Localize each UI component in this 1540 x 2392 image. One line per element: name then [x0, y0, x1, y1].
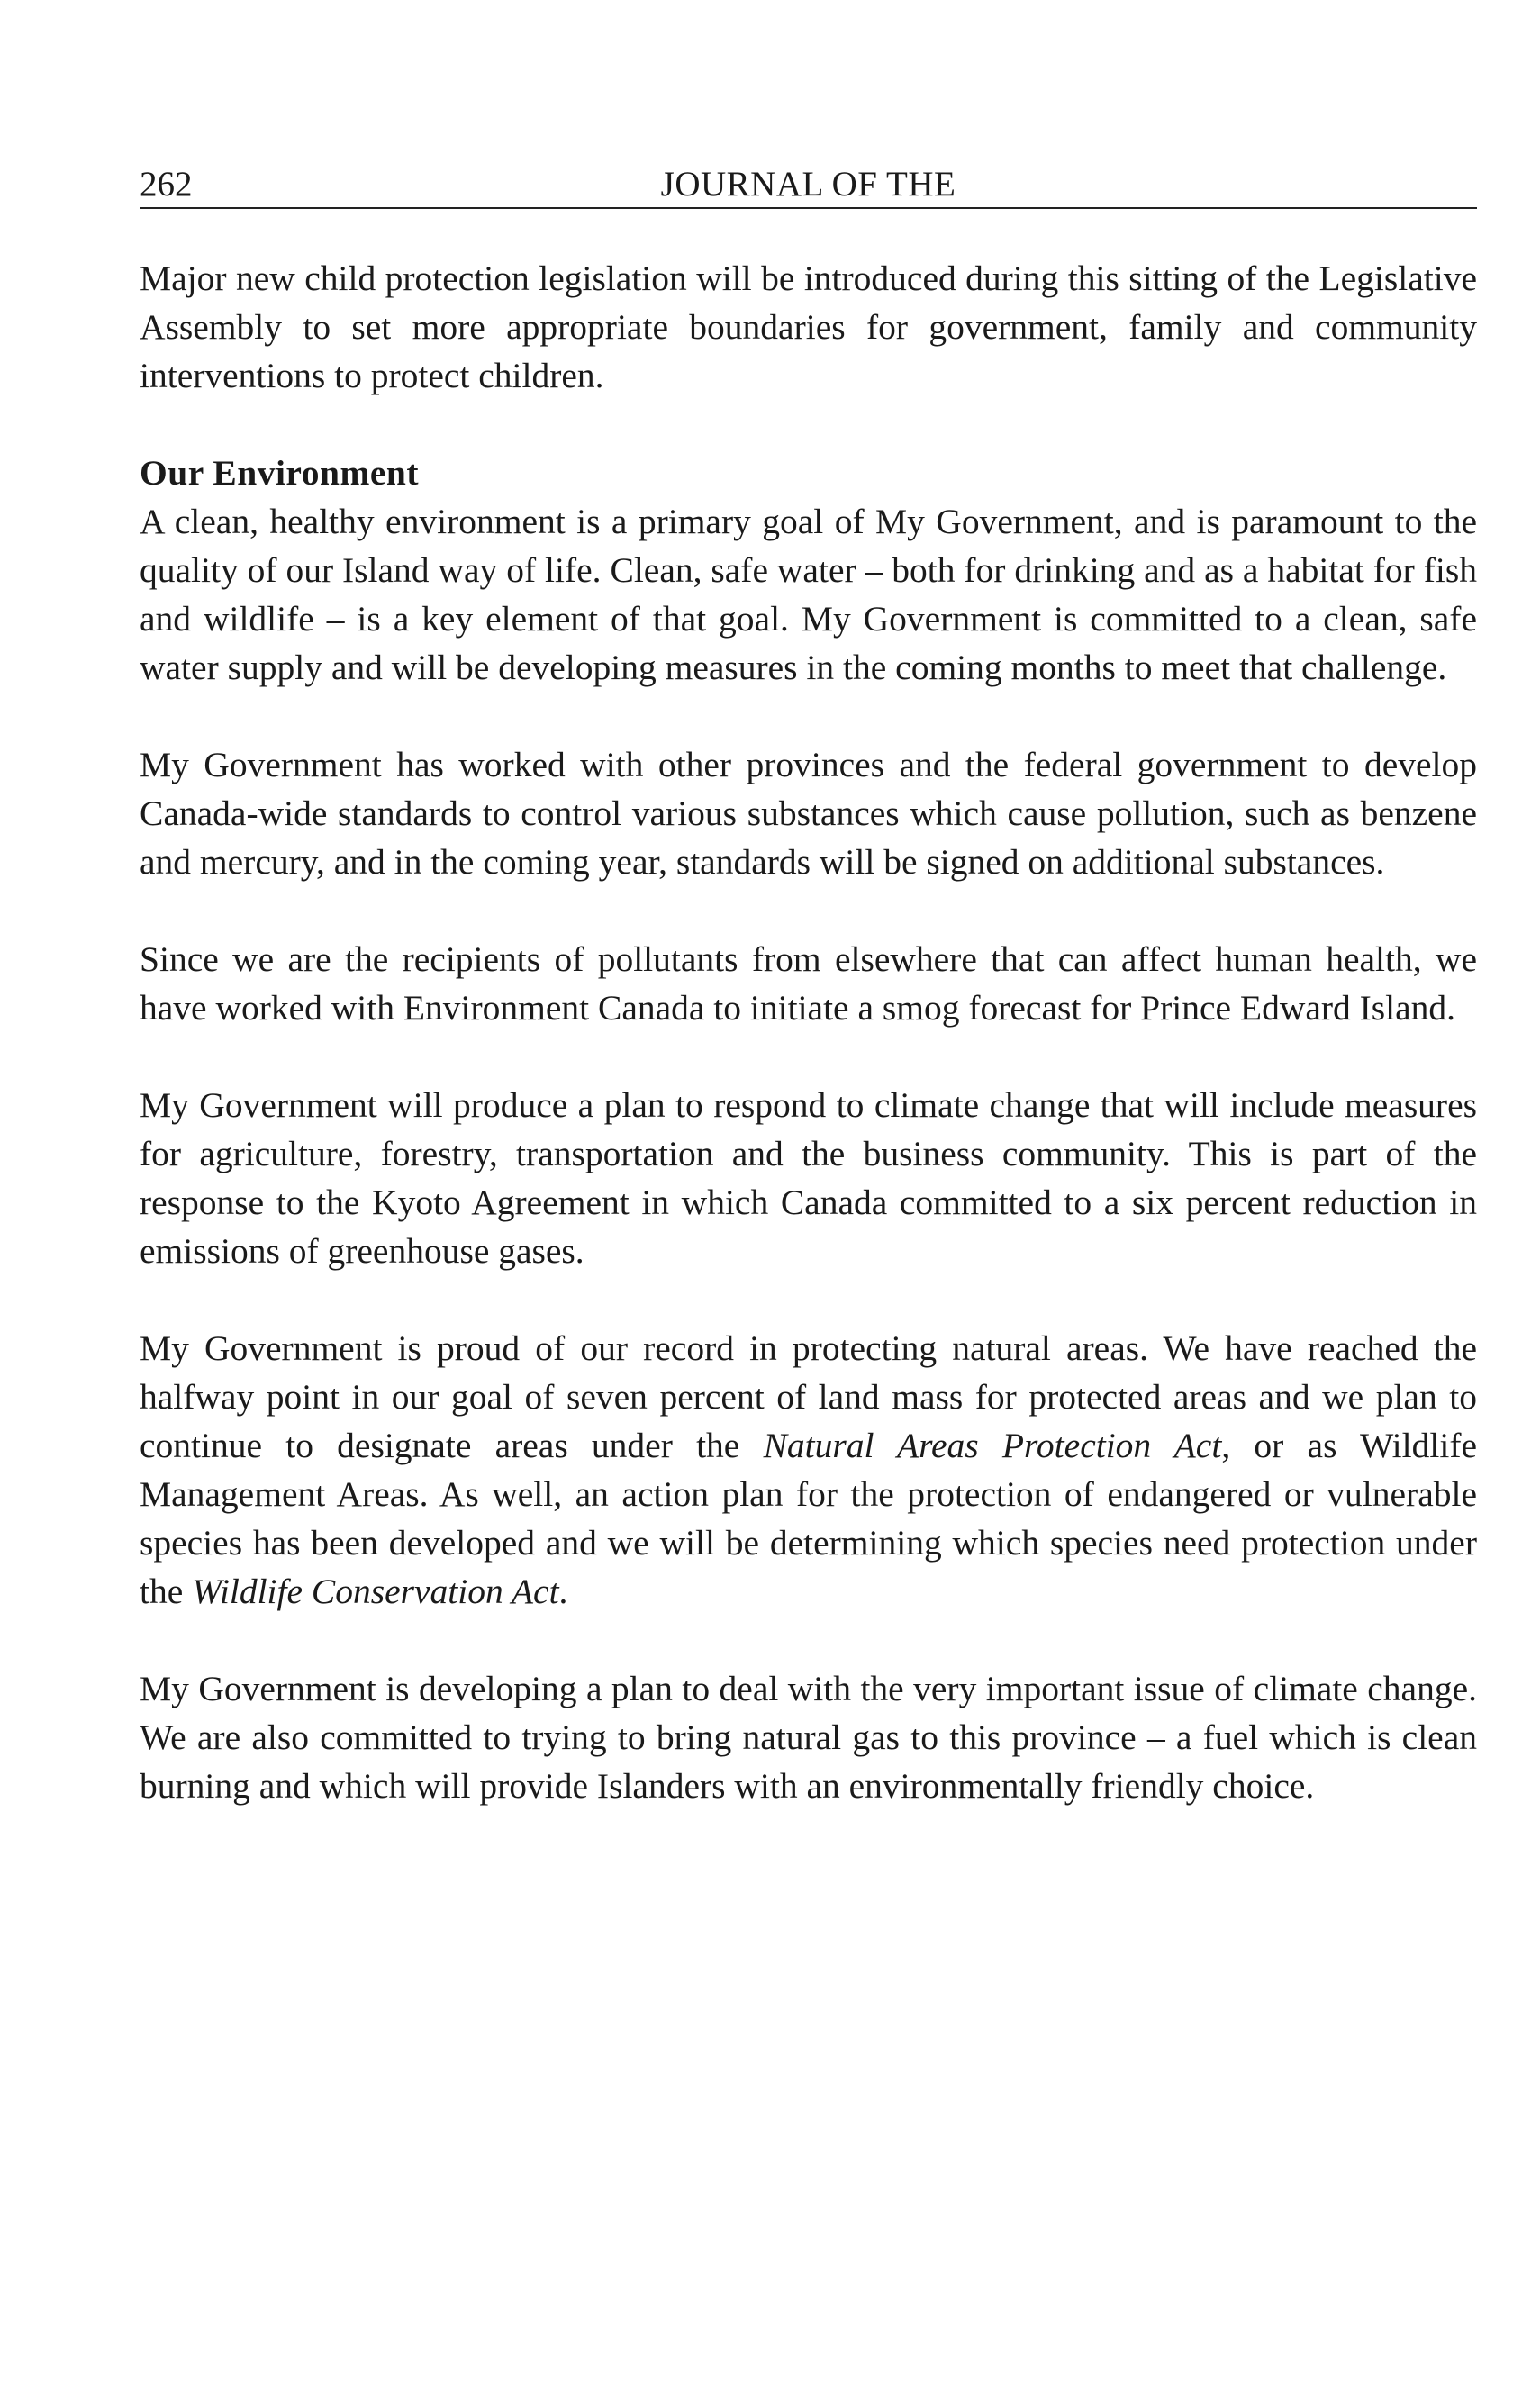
- section-heading-environment: Our Environment: [140, 453, 420, 493]
- page-number: 262: [140, 165, 193, 204]
- journal-title: JOURNAL OF THE: [660, 165, 956, 204]
- running-header: [140, 162, 1477, 209]
- natural-areas-text-3: .: [558, 1572, 568, 1611]
- paragraph-child-protection: Major new child protection legislation will be introduced during this sitting of the Legislative Assembly to set more appropriate boundaries for government, family and community interventions to protect children.: [140, 258, 1477, 395]
- paragraph-clean-environment: A clean, healthy environment is a primary goal of My Government, and is paramount to the quality of our Island way of life. Clean, safe water – both for drinking and as a habitat for fish and wildlife – is a key element of that goal. My Government is committed to a clean, safe water supply and will be developing measures in the coming months to meet that challenge.: [140, 502, 1477, 687]
- wildlife-conservation-act-title: Wildlife Conservation Act: [192, 1572, 559, 1611]
- natural-areas-act-title: Natural Areas Protection Act: [763, 1426, 1222, 1465]
- paragraph-natural-areas: [140, 1324, 1477, 1616]
- natural-areas-text-1: My Government is proud of our record in protecting natural areas. We have reached the halfway point in our goal of seven percent of land mass for protected areas and we plan to continue to designate areas under the: [140, 1328, 1477, 1465]
- paragraph-canada-wide-standards: My Government has worked with other provinces and the federal government to develop Canada-wide standards to control various substances which cause pollution, such as benzene and mercury, and in the coming year, standards will be signed on additional substances.: [140, 745, 1477, 882]
- paragraph-natural-gas: My Government is developing a plan to deal with the very important issue of climate change. We are also committed to trying to bring natural gas to this province – a fuel which is clean burning and which will provide Islanders with an environmentally friendly choice.: [140, 1669, 1477, 1806]
- body-text: [140, 254, 1477, 1810]
- paragraph-smog-forecast: Since we are the recipients of pollutants from elsewhere that can affect human health, we have worked with Environment Canada to initiate a smog forecast for Prince Edward Island.: [140, 939, 1477, 1028]
- natural-areas-text-2: , or as Wildlife Management Areas. As well, an action plan for the protection of endangered or vulnerable species has been developed and we will be determining which species need protection under the: [140, 1426, 1477, 1611]
- paragraph-climate-change-plan: My Government will produce a plan to respond to climate change that will include measures for agriculture, forestry, transportation and the business community. This is part of the response to the Kyoto Agreement in which Canada committed to a six percent reduction in emissions of greenhouse gases.: [140, 1085, 1477, 1271]
- document-page: [140, 162, 1477, 1859]
